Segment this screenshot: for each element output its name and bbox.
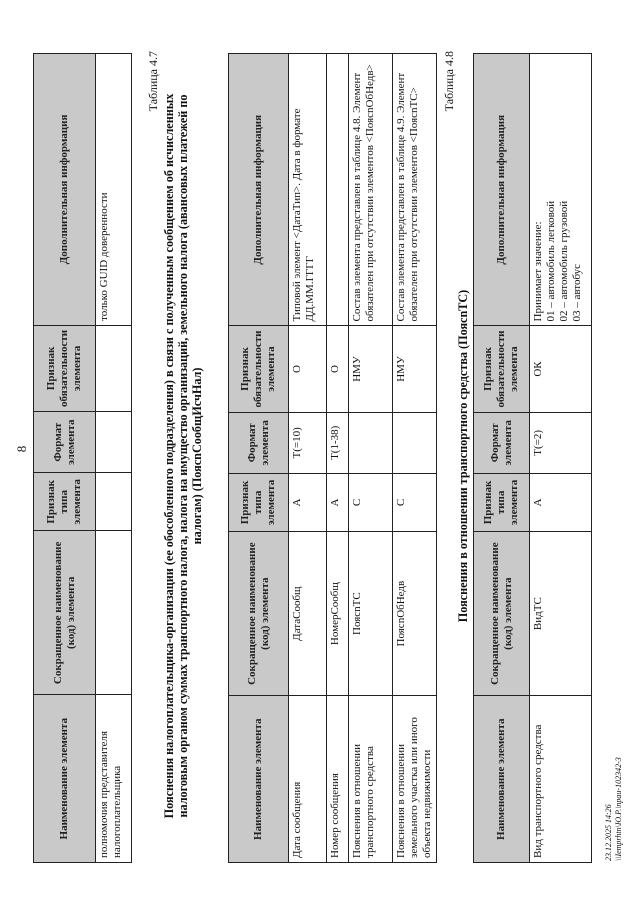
cell-info: Состав элемента представлен в таблице 4.8. Элемент обязателен при отсутствии элементов <ПоясnОбНедв> [349, 54, 393, 327]
cell-type: А [327, 474, 349, 532]
header-type: Признак типа элемента [34, 473, 96, 531]
table-4-7-label: Таблица 4.7 [146, 51, 160, 112]
table-row [327, 54, 349, 863]
cell-code: ПоясnОбНедв [393, 531, 437, 696]
table-4-7-title: Пояснения налогоплательщика-организации (ее обособленного подразделения) в связи с полученным сообщением об исчисленных налоговым органом суммах транспортного налога, налога на имущество организаций, земельного налога (авансовых платежей по налогам) (ПоясnСообщИсчНал) [162, 93, 204, 819]
table-4-8-label: Таблица 4.8 [442, 51, 456, 112]
page-number: 8 [14, 445, 29, 453]
header-required: Признак обязательности элемента [229, 326, 289, 412]
cell-type [96, 473, 132, 531]
table-4-8 [473, 53, 592, 863]
header-element-name: Наименование элемента [474, 696, 530, 863]
cell-required [96, 325, 132, 411]
cell-required: О [327, 326, 349, 412]
header-element-name: Наименование элемента [229, 696, 289, 863]
cell-code: ВидТС [530, 531, 592, 696]
cell-name: Пояснения в отношении транспортного средства [349, 696, 393, 863]
cell-name: Номер сообщения [327, 696, 349, 863]
cell-name: Дата сообщения [289, 696, 327, 863]
info-value: 01 – автомобиль легковой [545, 200, 557, 322]
cell-required: О [289, 326, 327, 412]
cell-type: С [349, 474, 393, 532]
cell-format [393, 412, 437, 474]
header-format: Формат элемента [474, 412, 530, 474]
table-row [349, 54, 393, 863]
header-additional-info: Дополнительная информация [474, 54, 530, 327]
header-short-name: Сокращенное наименование (код) элемента [34, 531, 96, 695]
cell-type: А [530, 474, 592, 532]
header-short-name: Сокращенное наименование (код) элемента [229, 531, 289, 696]
cell-required: ОК [530, 326, 592, 412]
header-additional-info: Дополнительная информация [229, 54, 289, 327]
header-element-name: Наименование элемента [34, 695, 96, 863]
cell-info [327, 54, 349, 327]
cell-name: Пояснения в отношении земельного участка или иного объекта недвижимости [393, 696, 437, 863]
cell-code: ПоясnТС [349, 531, 393, 696]
cell-info: только GUID доверенности [96, 54, 132, 326]
cell-code [96, 531, 132, 695]
header-required: Признак обязательности элемента [34, 325, 96, 411]
cell-format: T(1-38) [327, 412, 349, 474]
cell-info: Состав элемента представлен в таблице 4.9. Элемент обязателен при отсутствии элементов <ПоясnТС> [393, 54, 437, 327]
cell-code: ДатаСообщ [289, 531, 327, 696]
table-row [96, 54, 132, 863]
cell-name: Вид транспортного средства [530, 696, 592, 863]
table-row [289, 54, 327, 863]
print-stamp [604, 757, 624, 861]
cell-type: А [289, 474, 327, 532]
table-4-7 [228, 53, 437, 863]
table-row [393, 54, 437, 863]
header-short-name: Сокращенное наименование (код) элемента [474, 531, 530, 696]
cell-format: T(=10) [289, 412, 327, 474]
cell-required: НМУ [393, 326, 437, 412]
info-intro: Принимает значение: [532, 221, 544, 322]
cell-info [530, 54, 592, 327]
cell-type: С [393, 474, 437, 532]
cell-code: НомерСообщ [327, 531, 349, 696]
cell-name: полномочия представителя налогоплательщика [96, 695, 132, 863]
header-format: Формат элемента [229, 412, 289, 474]
table-top [33, 53, 132, 863]
table-row [530, 54, 592, 863]
cell-format [96, 411, 132, 473]
cell-required: НМУ [349, 326, 393, 412]
stamp-date: 23.12.2025 14:26 [604, 804, 613, 861]
header-required: Признак обязательности элемента [474, 326, 530, 412]
cell-format [349, 412, 393, 474]
table-4-8-title: Пояснения в отношении транспортного средства (ПоясnТС) [456, 289, 470, 623]
header-type: Признак типа элемента [229, 474, 289, 532]
header-format: Формат элемента [34, 411, 96, 473]
info-value: 03 – автобус [571, 263, 583, 322]
header-type: Признак типа элемента [474, 474, 530, 532]
header-additional-info: Дополнительная информация [34, 54, 96, 326]
cell-info: Типовой элемент <ДатаТип>. Дата в формате ДД.ММ.ГГГГ [289, 54, 327, 327]
info-value: 02 – автомобиль грузовой [558, 200, 570, 322]
stamp-path: \\Iemprhtn\Ю.Р.\праи-102342-3 [614, 757, 623, 861]
cell-format: T(=2) [530, 412, 592, 474]
